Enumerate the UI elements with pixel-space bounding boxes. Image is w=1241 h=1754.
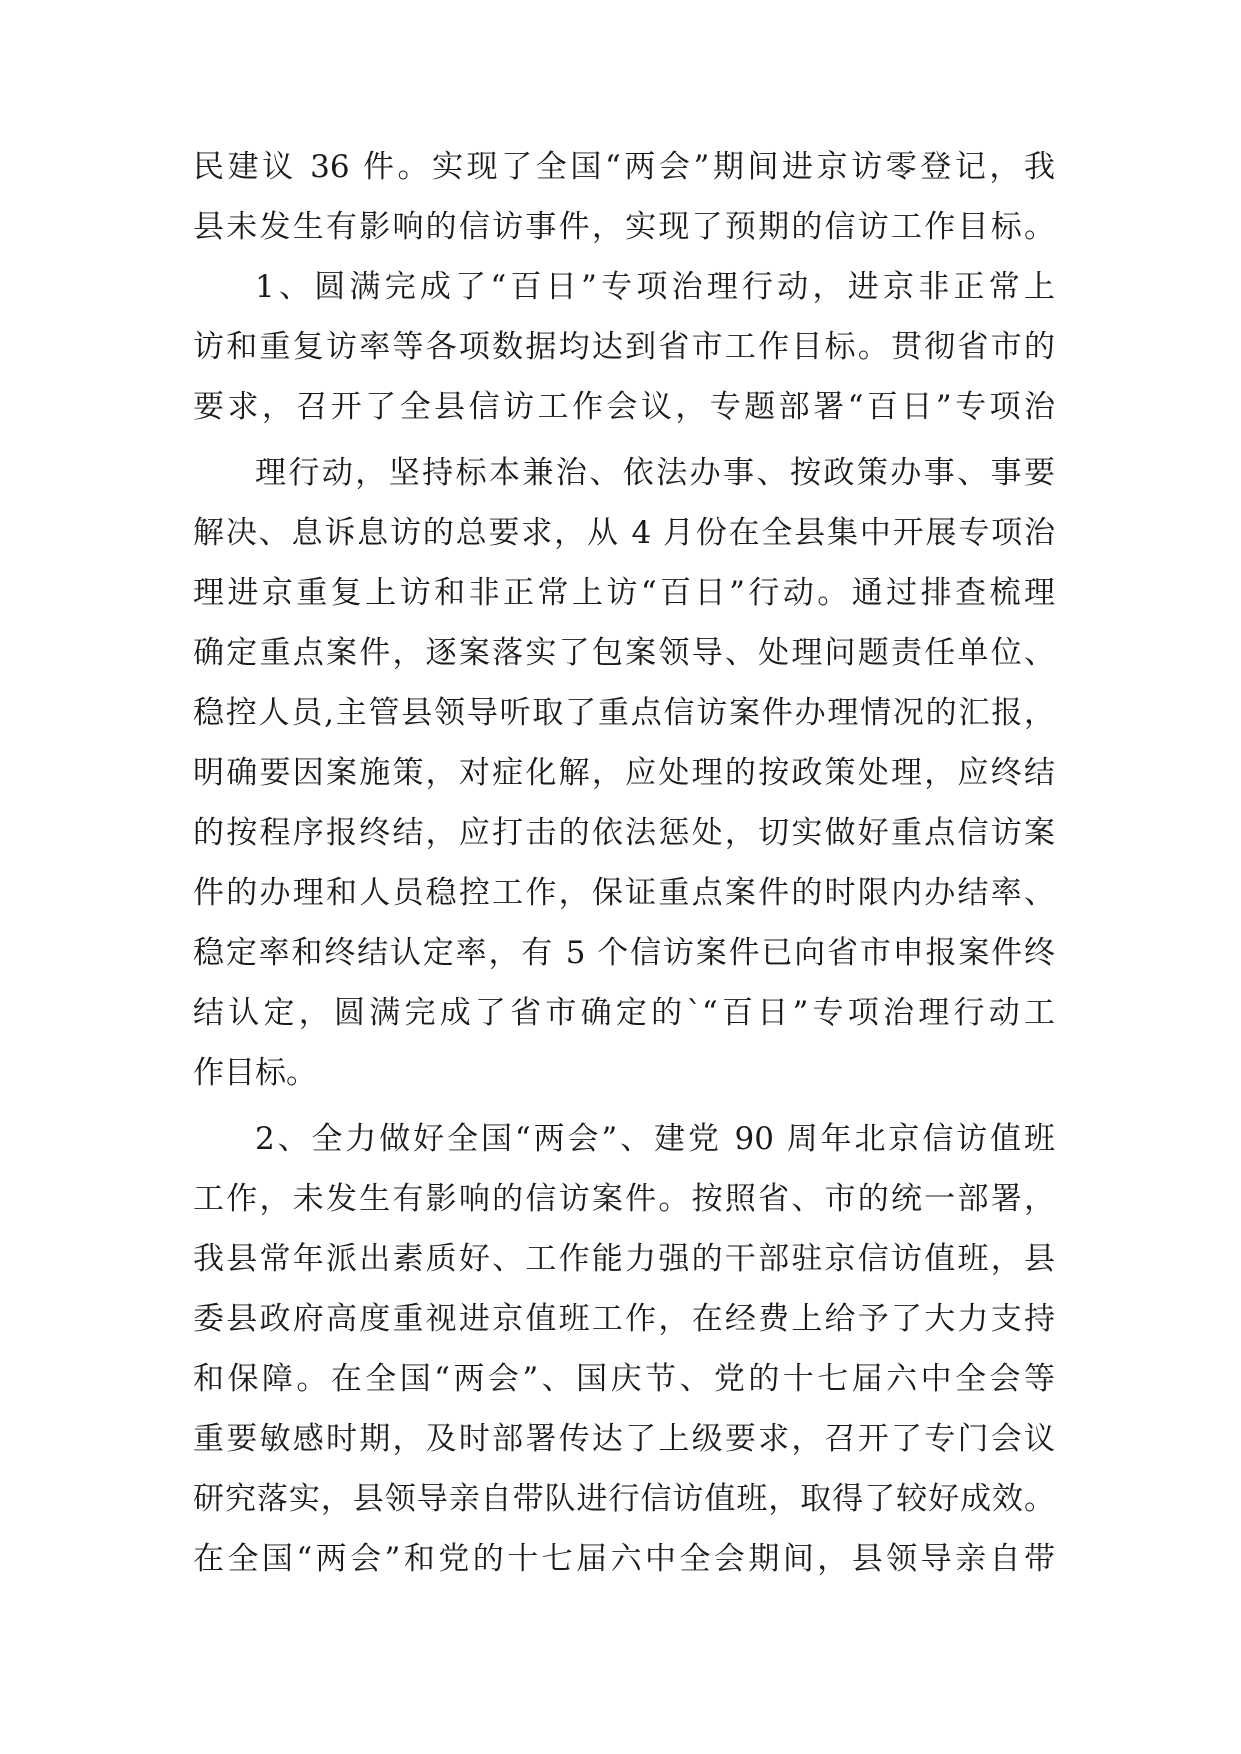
text-line: 工作，未发生有影响的信访案件。按照省、市的统一部署， bbox=[193, 1181, 1055, 1217]
text-line: 结认定，圆满完成了省市确定的`“百日”专项治理行动工 bbox=[193, 995, 1055, 1031]
paragraph-start-line: 理行动，坚持标本兼治、依法办事、按政策办事、事要 bbox=[255, 455, 1055, 491]
text-line: 县未发生有影响的信访事件，实现了预期的信访工作目标。 bbox=[193, 209, 1055, 245]
text-line: 作目标。 bbox=[193, 1055, 317, 1091]
text-line: 解决、息诉息访的总要求，从 4 月份在全县集中开展专项治 bbox=[193, 515, 1055, 551]
text-line: 要求，召开了全县信访工作会议，专题部署“百日”专项治 bbox=[193, 389, 1055, 425]
text-line: 研究落实，县领导亲自带队进行信访值班，取得了较好成效。 bbox=[193, 1481, 1055, 1517]
text-line: 明确要因案施策，对症化解，应处理的按政策处理，应终结 bbox=[193, 755, 1055, 791]
paragraph-start-line: 2、全力做好全国“两会”、建党 90 周年北京信访值班 bbox=[255, 1121, 1055, 1157]
paragraph-start-line: 1、圆满完成了“百日”专项治理行动，进京非正常上 bbox=[255, 269, 1055, 305]
text-line: 我县常年派出素质好、工作能力强的干部驻京信访值班，县 bbox=[193, 1241, 1055, 1277]
text-line: 的按程序报终结，应打击的依法惩处，切实做好重点信访案 bbox=[193, 815, 1055, 851]
text-line: 确定重点案件，逐案落实了包案领导、处理问题责任单位、 bbox=[193, 635, 1055, 671]
text-line: 和保障。在全国“两会”、国庆节、党的十七届六中全会等 bbox=[193, 1361, 1055, 1397]
text-line: 理进京重复上访和非正常上访“百日”行动。通过排查梳理 bbox=[193, 575, 1055, 611]
text-line: 在全国“两会”和党的十七届六中全会期间，县领导亲自带 bbox=[193, 1541, 1055, 1577]
text-line: 重要敏感时期，及时部署传达了上级要求，召开了专门会议 bbox=[193, 1421, 1055, 1457]
text-line: 访和重复访率等各项数据均达到省市工作目标。贯彻省市的 bbox=[193, 329, 1055, 365]
text-line: 件的办理和人员稳控工作，保证重点案件的时限内办结率、 bbox=[193, 875, 1055, 911]
text-line: 稳控人员,主管县领导听取了重点信访案件办理情况的汇报， bbox=[193, 695, 1055, 731]
text-line: 民建议 36 件。实现了全国“两会”期间进京访零登记，我 bbox=[193, 149, 1055, 185]
text-line: 稳定率和终结认定率，有 5 个信访案件已向省市申报案件终 bbox=[193, 935, 1055, 971]
text-line: 委县政府高度重视进京值班工作，在经费上给予了大力支持 bbox=[193, 1301, 1055, 1337]
